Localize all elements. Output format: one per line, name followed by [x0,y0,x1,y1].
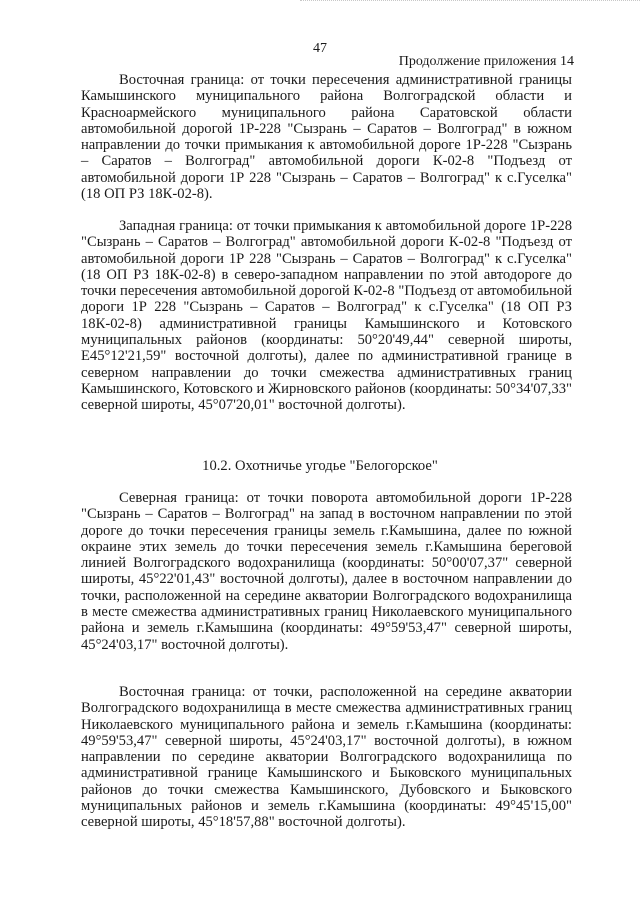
text-block-north-border-2 [81,490,572,653]
paragraph-west-border-1: Западная граница: от точки примыкания к автомобильной дороге 1Р-228 "Сызрань – Саратов – Волгоград" автомобильной дороги К-02-8 "Подъезд от автомобильной дороги 1Р 228 "Сызрань – Саратов – Волгоград" к с.Гуселка" (18 ОП РЗ 18К-02-8) в северо-западном направлении по этой автодороге до точки пересечения автомобильной дорогой К-02-8 "Подъезд от автомобильной дороги 1Р 228 "Сызрань – Саратов – Волгоград" к с.Гуселка" (18 ОП РЗ 18К-02-8) административной границы Камышинского и Котовского муниципальных районов (координаты: 50°20'49,44" северной широты, Е45°12'21,59" восточной долготы), далее по административной границе в северном направлении до точки смежества административных границ Камышинского, Котовского и Жирновского районов (координаты: 50°34'07,33" северной широты, 45°07'20,01" восточной долготы). [81,218,572,414]
text-block-east-border-2 [81,684,572,831]
paragraph-east-border-2: Восточная граница: от точки, расположенной на середине акватории Волгоградского водохранилища в месте смежества административных границ Николаевского муниципального района и земель г.Камышина (координаты: 49°59'53,47" северной широты, 45°24'03,17" восточной долготы), в южном направлении по середине акватории Волгоградского водохранилища по административной границе Камышинского и Быковского муниципальных районов до точки смежества Камышинского, Дубовского и Быковского муниципальных районов и земель г.Камышина (координаты: 49°45'15,00" северной широты, 45°18'57,88" восточной долготы). [81,684,572,831]
text-block-east-border-1 [81,72,572,202]
text-block-west-border-1 [81,218,572,414]
page-number: 47 [313,41,327,56]
scan-top-edge [300,0,640,3]
section-heading-belogorskoe: 10.2. Охотничье угодье "Белогорское" [202,458,438,474]
paragraph-north-border-2: Северная граница: от точки поворота автомобильной дороги 1Р-228 "Сызрань – Саратов – Волгоград" на запад в восточном направлении по этой дороге до точки пересечения границы земель г.Камышина, далее по южной окраине этих земель до точки пересечения земель г.Камышина береговой линией Волгоградского водохранилища (координаты: 50°00'07,37" северной широты, 45°22'01,43" восточной долготы), далее в восточном направлении до точки, расположенной на середине акватории Волгоградского водохранилища в месте смежества административных границ Николаевского муниципального района и земель г.Камышина (координаты: 49°59'53,47" северной широты, 45°24'03,17" восточной долготы). [81,490,572,653]
appendix-continuation-note: Продолжение приложения 14 [398,54,574,69]
paragraph-east-border-1: Восточная граница: от точки пересечения административной границы Камышинского муниципального района Волгоградской области и Красноармейского муниципального района Саратовской области автомобильной дорогой 1Р-228 "Сызрань – Саратов – Волгоград" в южном направлении до точки примыкания к автомобильной дороге 1Р-228 "Сызрань – Саратов – Волгоград" автомобильной дороги К-02-8 "Подъезд от автомобильной дороги 1Р 228 "Сызрань – Саратов – Волгоград" к с.Гуселка" (18 ОП РЗ 18К-02-8). [81,72,572,203]
